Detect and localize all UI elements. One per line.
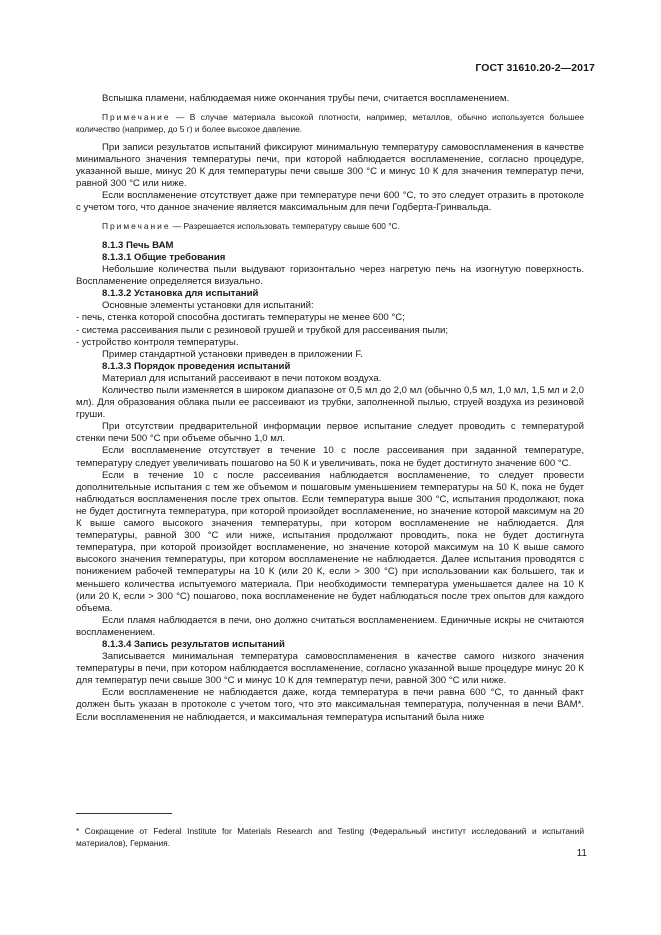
footnote-divider	[76, 813, 172, 814]
footnote: * Сокращение от Federal Institute for Materials Research and Testing (Федеральный институт исследований и испытаний материалов), Германия.	[76, 826, 584, 848]
paragraph: Вспышка пламени, наблюдаемая ниже окончания трубы печи, считается воспламенением.	[102, 93, 510, 104]
paragraph: Материал для испытаний рассеивают в печи потоком воздуха.	[102, 372, 382, 384]
note	[76, 221, 584, 232]
note-label: Примечание	[102, 112, 171, 123]
paragraph: Если воспламенение отсутствует в течение 10 с после рассеивания при заданной температуре, температуру следует увеличивать пошагово на 50 К и увеличивать, пока не будет достигнуто значение 600 °С.	[76, 445, 584, 469]
paragraph: Количество пыли изменяется в широком диапазоне от 0,5 мл до 2,0 мл (обычно 0,5 мл, 1,0 мл, 1,5 мл и 2,0 мл). Для образования облака пыли ее рассеивают из трубки, заполненной пылью, струей воздуха из резиновой груши.	[76, 385, 584, 421]
standard-number: ГОСТ 31610.20-2—2017	[475, 62, 595, 74]
note-label: Примечание	[102, 221, 171, 232]
paragraph: Если в течение 10 с после рассеивания наблюдается воспламенение, то следует провести дополнительные испытания с тем же объемом и пошаговым уменьшением температуры на 50 К, пока не будет наблюдаться воспламенения после трех опытов. Если температура выше 300 °С, испытания продолжают, пока не будет достигнута температура, при которой произойдет воспламенение, но значение которой максимум на 20 К выше самого высокого значения температуры, при котором воспламенение не наблюдается. Для температуры, равной 300 °С или ниже, испытания продолжают проводить, пока не будет достигнута температура, при которой произойдет воспламенение, но значение которой максимум на 10 К выше самого высокого значения температуры, при котором воспламенение не наблюдается. Далее испытания проводятся с понижением рабочей температуры на 10 К (или 20 К, если > 300 °С) при использовании как большего, так и меньшего количества испытуемого материала. При необходимости температура уменьшается далее на 10 К (или 20 К, если > 300 °С) пошагово, пока воспламенение не будет наблюдаться после трех опытов для каждого объема.	[76, 469, 584, 614]
note-text: — В случае материала высокой плотности, например, металлов, обычно используется большее количество (например, до 5 г) и более высокое давление.	[76, 112, 584, 134]
section-heading: 8.1.3.2 Установка для испытаний	[102, 288, 259, 300]
note	[76, 112, 584, 135]
list-item: - печь, стенка которой способна достигать температуры не менее 600 °С;	[76, 312, 405, 324]
paragraph: Основные элементы установки для испытаний:	[102, 300, 314, 312]
section-heading: 8.1.3.3 Порядок проведения испытаний	[102, 360, 291, 372]
note-text: — Разрешается использовать температуру свыше 600 °С.	[170, 221, 400, 232]
paragraph: Небольшие количества пыли выдувают горизонтально через нагретую печь на изогнутую поверхность. Воспламенение определяется визуально.	[76, 264, 584, 288]
section-heading: 8.1.3.4 Запись результатов испытаний	[102, 638, 285, 650]
paragraph: Записывается минимальная температура самовоспламенения в качестве самого низкого значения температуры в печи, при котором наблюдается воспламенение, согласно указанной выше процедуре минус 20 К для температур печи свыше 300 °С и минус 10 К для температур печи, равной 300 °С или ниже.	[76, 651, 584, 687]
list-item: - система рассеивания пыли с резиновой грушей и трубкой для рассеивания пыли;	[76, 324, 449, 336]
paragraph: Если воспламенение отсутствует даже при температуре печи 600 °С, то это следует отразить в протоколе с учетом того, что данное значение является максимальным для печи Годберта-Гринвальда.	[76, 190, 584, 214]
section-heading: 8.1.3 Печь ВАМ	[102, 239, 174, 251]
paragraph: При записи результатов испытаний фиксируют минимальную температуру самовоспламенения в качестве минимального значения температуры печи, при которой наблюдается воспламенение, согласно процедуре, указанной выше, минус 20 К для температуры печи свыше 300 °С и минус 10 К для значения температур печи, равной 300 °С или ниже.	[76, 141, 584, 190]
section-heading: 8.1.3.1 Общие требования	[102, 251, 226, 263]
list-item: - устройство контроля температуры.	[76, 336, 239, 348]
paragraph: Если пламя наблюдается в печи, оно должно считаться воспламенением. Единичные искры не считаются воспламенением.	[76, 614, 584, 638]
paragraph: При отсутствии предварительной информации первое испытание следует проводить с температурой стенки печи 500 °С при объеме обычно 1,0 мл.	[76, 421, 584, 445]
page-number: 11	[576, 848, 587, 859]
paragraph: Если воспламенение не наблюдается даже, когда температура в печи равна 600 °С, то данный факт должен быть указан в протоколе с учетом того, что это максимальная температура, полученная в печи ВАМ*. Если воспламенения не наблюдается, и максимальная температура испытаний была ниже	[76, 687, 584, 723]
document-body	[76, 93, 584, 724]
paragraph: Пример стандартной установки приведен в приложении F.	[102, 348, 363, 360]
